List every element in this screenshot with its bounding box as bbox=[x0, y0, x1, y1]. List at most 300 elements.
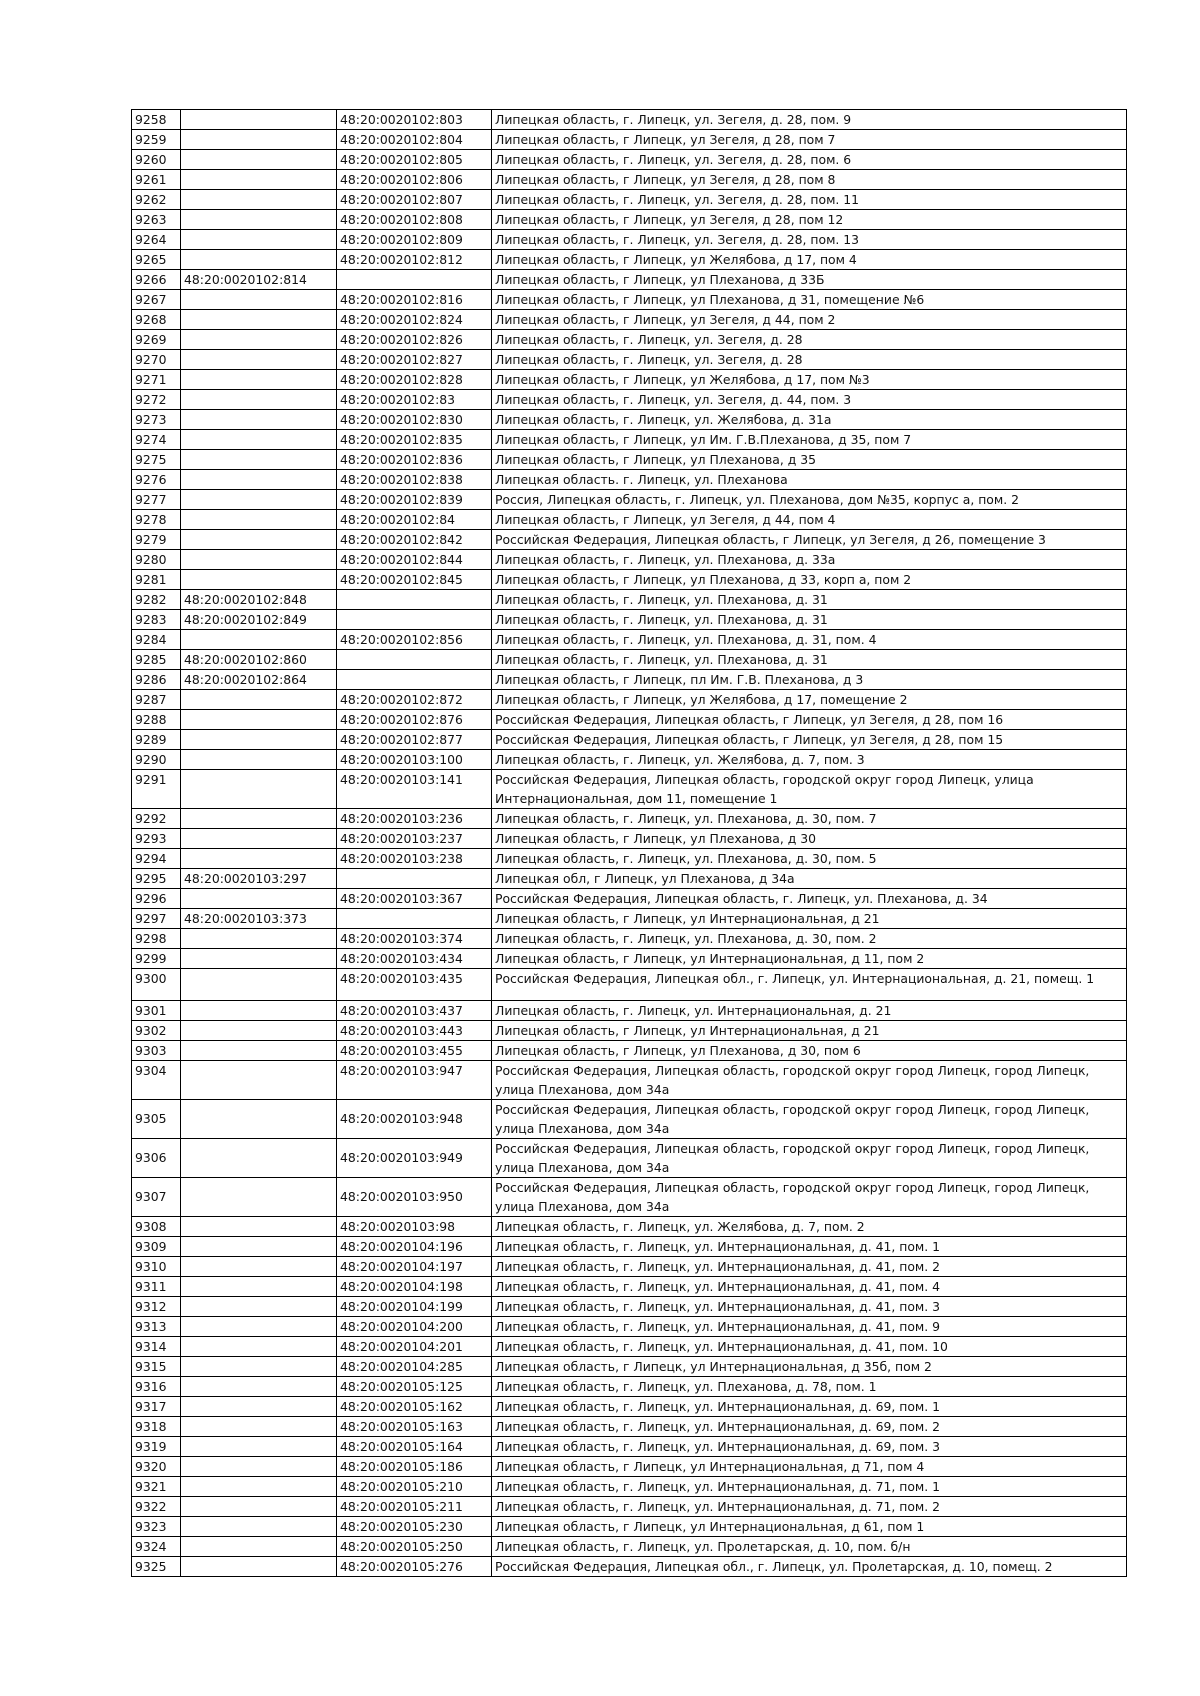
table-row bbox=[132, 829, 1127, 849]
table-row bbox=[132, 1217, 1127, 1237]
address-cell: Липецкая область, г. Липецк, ул. Желябова, д. 7, пом. 2 bbox=[492, 1217, 1127, 1237]
table-row bbox=[132, 849, 1127, 869]
row-number-cell: 9261 bbox=[132, 170, 181, 190]
cadastral-number-cell bbox=[181, 430, 337, 450]
cadastral-number-cell: 48:20:0020102:864 bbox=[181, 670, 337, 690]
row-number-cell: 9324 bbox=[132, 1537, 181, 1557]
address-cell: Липецкая область, г. Липецк, ул. Зегеля, д. 28, пом. 13 bbox=[492, 230, 1127, 250]
row-number-cell: 9262 bbox=[132, 190, 181, 210]
table-row bbox=[132, 1237, 1127, 1257]
address-cell: Липецкая область, г Липецк, ул Зегеля, д 28, пом 12 bbox=[492, 210, 1127, 230]
cadastral-number-cell bbox=[181, 350, 337, 370]
row-number-cell: 9313 bbox=[132, 1317, 181, 1337]
cadastral-number-alt-cell: 48:20:0020105:210 bbox=[337, 1477, 492, 1497]
table-row bbox=[132, 190, 1127, 210]
cadastral-number-cell bbox=[181, 1217, 337, 1237]
cadastral-number-cell bbox=[181, 1001, 337, 1021]
row-number-cell: 9277 bbox=[132, 490, 181, 510]
row-number-cell: 9299 bbox=[132, 949, 181, 969]
cadastral-number-cell bbox=[181, 1517, 337, 1537]
row-number-cell: 9320 bbox=[132, 1457, 181, 1477]
cadastral-number-cell bbox=[181, 969, 337, 1001]
table-row bbox=[132, 1417, 1127, 1437]
cadastral-number-cell bbox=[181, 1337, 337, 1357]
row-number-cell: 9321 bbox=[132, 1477, 181, 1497]
cadastral-number-alt-cell: 48:20:0020102:824 bbox=[337, 310, 492, 330]
address-cell: Липецкая область, г Липецк, ул Желябова, д 17, помещение 2 bbox=[492, 690, 1127, 710]
cadastral-number-alt-cell bbox=[337, 670, 492, 690]
address-cell: Липецкая область, г. Липецк, ул. Интернациональная, д. 71, пом. 2 bbox=[492, 1497, 1127, 1517]
cadastral-number-alt-cell: 48:20:0020102:83 bbox=[337, 390, 492, 410]
table-row bbox=[132, 370, 1127, 390]
cadastral-number-alt-cell: 48:20:0020102:835 bbox=[337, 430, 492, 450]
cadastral-number-cell bbox=[181, 490, 337, 510]
cadastral-number-alt-cell: 48:20:0020103:367 bbox=[337, 889, 492, 909]
table-row bbox=[132, 1357, 1127, 1377]
cadastral-number-alt-cell: 48:20:0020105:164 bbox=[337, 1437, 492, 1457]
row-number-cell: 9278 bbox=[132, 510, 181, 530]
table-row bbox=[132, 570, 1127, 590]
row-number-cell: 9275 bbox=[132, 450, 181, 470]
address-cell: Липецкая область, г Липецк, ул Плеханова, д 33Б bbox=[492, 270, 1127, 290]
address-cell: Липецкая область, г Липецк, ул Интернациональная, д 71, пом 4 bbox=[492, 1457, 1127, 1477]
table-row bbox=[132, 350, 1127, 370]
table-row bbox=[132, 270, 1127, 290]
cadastral-number-alt-cell: 48:20:0020102:830 bbox=[337, 410, 492, 430]
row-number-cell: 9270 bbox=[132, 350, 181, 370]
table-row bbox=[132, 1457, 1127, 1477]
row-number-cell: 9310 bbox=[132, 1257, 181, 1277]
address-cell: Российская Федерация, Липецкая область, г Липецк, ул Зегеля, д 26, помещение 3 bbox=[492, 530, 1127, 550]
cadastral-number-cell bbox=[181, 1477, 337, 1497]
cadastral-number-alt-cell: 48:20:0020102:839 bbox=[337, 490, 492, 510]
row-number-cell: 9298 bbox=[132, 929, 181, 949]
cadastral-number-alt-cell: 48:20:0020102:816 bbox=[337, 290, 492, 310]
row-number-cell: 9319 bbox=[132, 1437, 181, 1457]
address-cell: Липецкая область, г. Липецк, ул. Интернациональная, д. 71, пом. 1 bbox=[492, 1477, 1127, 1497]
cadastral-number-cell bbox=[181, 1417, 337, 1437]
table-row bbox=[132, 1061, 1127, 1100]
row-number-cell: 9308 bbox=[132, 1217, 181, 1237]
cadastral-number-cell bbox=[181, 450, 337, 470]
cadastral-number-cell bbox=[181, 170, 337, 190]
address-cell: Липецкая область, г Липецк, ул Плеханова, д 35 bbox=[492, 450, 1127, 470]
address-cell: Липецкая область, г Липецк, ул Им. Г.В.Плеханова, д 35, пом 7 bbox=[492, 430, 1127, 450]
cadastral-number-cell bbox=[181, 510, 337, 530]
address-cell: Липецкая область, г. Липецк, ул. Плеханова, д. 31 bbox=[492, 610, 1127, 630]
cadastral-number-cell bbox=[181, 1297, 337, 1317]
cadastral-number-cell bbox=[181, 1237, 337, 1257]
row-number-cell: 9295 bbox=[132, 869, 181, 889]
table-row bbox=[132, 1517, 1127, 1537]
cadastral-number-cell bbox=[181, 710, 337, 730]
table-row bbox=[132, 909, 1127, 929]
row-number-cell: 9300 bbox=[132, 969, 181, 1001]
table-row bbox=[132, 110, 1127, 130]
address-cell: Липецкая область, г. Липецк, ул. Интернациональная, д. 69, пом. 3 bbox=[492, 1437, 1127, 1457]
address-cell: Липецкая область, г Липецк, ул Интернациональная, д 21 bbox=[492, 1021, 1127, 1041]
address-cell: Липецкая область, г. Липецк, ул. Интернациональная, д. 41, пом. 3 bbox=[492, 1297, 1127, 1317]
table-row bbox=[132, 730, 1127, 750]
row-number-cell: 9272 bbox=[132, 390, 181, 410]
table-row bbox=[132, 1139, 1127, 1178]
table-row bbox=[132, 770, 1127, 809]
table-row bbox=[132, 330, 1127, 350]
cadastral-number-alt-cell: 48:20:0020104:197 bbox=[337, 1257, 492, 1277]
cadastral-number-cell: 48:20:0020102:814 bbox=[181, 270, 337, 290]
row-number-cell: 9301 bbox=[132, 1001, 181, 1021]
row-number-cell: 9322 bbox=[132, 1497, 181, 1517]
cadastral-number-alt-cell: 48:20:0020102:827 bbox=[337, 350, 492, 370]
table-row bbox=[132, 1277, 1127, 1297]
address-cell: Липецкая область, г. Липецк, ул. Пролетарская, д. 10, пом. б/н bbox=[492, 1537, 1127, 1557]
row-number-cell: 9285 bbox=[132, 650, 181, 670]
cadastral-number-cell bbox=[181, 750, 337, 770]
table-row bbox=[132, 1537, 1127, 1557]
cadastral-number-alt-cell: 48:20:0020103:949 bbox=[337, 1139, 492, 1178]
cadastral-number-alt-cell: 48:20:0020102:838 bbox=[337, 470, 492, 490]
row-number-cell: 9297 bbox=[132, 909, 181, 929]
row-number-cell: 9291 bbox=[132, 770, 181, 809]
row-number-cell: 9266 bbox=[132, 270, 181, 290]
cadastral-number-cell bbox=[181, 390, 337, 410]
cadastral-number-cell bbox=[181, 1061, 337, 1100]
cadastral-number-alt-cell: 48:20:0020105:163 bbox=[337, 1417, 492, 1437]
cadastral-number-cell bbox=[181, 770, 337, 809]
row-number-cell: 9325 bbox=[132, 1557, 181, 1577]
cadastral-number-alt-cell: 48:20:0020105:250 bbox=[337, 1537, 492, 1557]
cadastral-number-alt-cell: 48:20:0020102:826 bbox=[337, 330, 492, 350]
row-number-cell: 9318 bbox=[132, 1417, 181, 1437]
table-row bbox=[132, 1337, 1127, 1357]
row-number-cell: 9303 bbox=[132, 1041, 181, 1061]
cadastral-number-alt-cell: 48:20:0020102:805 bbox=[337, 150, 492, 170]
cadastral-number-alt-cell: 48:20:0020103:374 bbox=[337, 929, 492, 949]
cadastral-number-cell bbox=[181, 1497, 337, 1517]
cadastral-number-cell bbox=[181, 330, 337, 350]
cadastral-number-cell bbox=[181, 190, 337, 210]
table-row bbox=[132, 410, 1127, 430]
row-number-cell: 9258 bbox=[132, 110, 181, 130]
table-row bbox=[132, 869, 1127, 889]
cadastral-number-alt-cell: 48:20:0020102:808 bbox=[337, 210, 492, 230]
address-cell: Липецкая область, г. Липецк, ул. Зегеля, д. 28, пом. 11 bbox=[492, 190, 1127, 210]
table-row bbox=[132, 1557, 1127, 1577]
address-cell: Липецкая область, г. Липецк, ул. Зегеля, д. 44, пом. 3 bbox=[492, 390, 1127, 410]
address-cell: Липецкая область, г. Липецк, ул. Плеханова, д. 78, пом. 1 bbox=[492, 1377, 1127, 1397]
address-cell: Липецкая область, г Липецк, ул Зегеля, д 44, пом 2 bbox=[492, 310, 1127, 330]
cadastral-number-cell bbox=[181, 1377, 337, 1397]
cadastral-number-cell: 48:20:0020102:849 bbox=[181, 610, 337, 630]
cadastral-number-alt-cell: 48:20:0020102:856 bbox=[337, 630, 492, 650]
row-number-cell: 9294 bbox=[132, 849, 181, 869]
table-row bbox=[132, 670, 1127, 690]
address-cell: Липецкая обл, г Липецк, ул Плеханова, д 34а bbox=[492, 869, 1127, 889]
address-cell: Российская Федерация, Липецкая область, городской округ город Липецк, город Липецк, улица Плеханова, дом 34а bbox=[492, 1139, 1127, 1178]
row-number-cell: 9305 bbox=[132, 1100, 181, 1139]
address-cell: Липецкая область, г Липецк, ул Плеханова, д 33, корп а, пом 2 bbox=[492, 570, 1127, 590]
cadastral-number-alt-cell: 48:20:0020102:804 bbox=[337, 130, 492, 150]
cadastral-number-alt-cell: 48:20:0020105:186 bbox=[337, 1457, 492, 1477]
table-row bbox=[132, 1397, 1127, 1417]
table-row bbox=[132, 1257, 1127, 1277]
cadastral-number-alt-cell: 48:20:0020102:809 bbox=[337, 230, 492, 250]
address-cell: Липецкая область, г. Липецк, ул. Желябова, д. 7, пом. 3 bbox=[492, 750, 1127, 770]
cadastral-number-cell bbox=[181, 949, 337, 969]
cadastral-number-cell bbox=[181, 530, 337, 550]
row-number-cell: 9289 bbox=[132, 730, 181, 750]
cadastral-number-cell bbox=[181, 130, 337, 150]
cadastral-number-alt-cell bbox=[337, 909, 492, 929]
address-cell: Липецкая область, г. Липецк, ул. Плеханова, д. 33а bbox=[492, 550, 1127, 570]
cadastral-number-cell bbox=[181, 1457, 337, 1477]
address-cell: Липецкая область, г Липецк, ул Интернациональная, д 61, пом 1 bbox=[492, 1517, 1127, 1537]
row-number-cell: 9274 bbox=[132, 430, 181, 450]
address-cell: Российская Федерация, Липецкая область, городской округ город Липецк, город Липецк, улица Плеханова, дом 34а bbox=[492, 1178, 1127, 1217]
address-cell: Липецкая область, г. Липецк, ул. Зегеля, д. 28 bbox=[492, 350, 1127, 370]
row-number-cell: 9283 bbox=[132, 610, 181, 630]
address-cell: Липецкая область, г. Липецк, ул. Желябова, д. 31а bbox=[492, 410, 1127, 430]
cadastral-number-cell bbox=[181, 889, 337, 909]
address-cell: Липецкая область, г. Липецк, ул. Зегеля, д. 28, пом. 6 bbox=[492, 150, 1127, 170]
table-row bbox=[132, 809, 1127, 829]
row-number-cell: 9288 bbox=[132, 710, 181, 730]
cadastral-number-alt-cell: 48:20:0020102:836 bbox=[337, 450, 492, 470]
cadastral-number-alt-cell: 48:20:0020105:276 bbox=[337, 1557, 492, 1577]
row-number-cell: 9315 bbox=[132, 1357, 181, 1377]
cadastral-number-cell bbox=[181, 1317, 337, 1337]
cadastral-number-cell bbox=[181, 150, 337, 170]
table-row bbox=[132, 1497, 1127, 1517]
row-number-cell: 9287 bbox=[132, 690, 181, 710]
row-number-cell: 9314 bbox=[132, 1337, 181, 1357]
cadastral-number-cell bbox=[181, 1178, 337, 1217]
cadastral-number-cell bbox=[181, 849, 337, 869]
table-row bbox=[132, 1041, 1127, 1061]
cadastral-number-alt-cell: 48:20:0020103:443 bbox=[337, 1021, 492, 1041]
cadastral-number-alt-cell: 48:20:0020104:196 bbox=[337, 1237, 492, 1257]
table-row bbox=[132, 750, 1127, 770]
cadastral-number-alt-cell: 48:20:0020104:285 bbox=[337, 1357, 492, 1377]
address-cell: Липецкая область, г Липецк, ул Зегеля, д 28, пом 8 bbox=[492, 170, 1127, 190]
table-row bbox=[132, 550, 1127, 570]
address-cell: Липецкая область, г. Липецк, ул. Плеханова, д. 31 bbox=[492, 650, 1127, 670]
address-cell: Липецкая область, г. Липецк, ул. Плеханова, д. 31 bbox=[492, 590, 1127, 610]
row-number-cell: 9306 bbox=[132, 1139, 181, 1178]
cadastral-number-alt-cell: 48:20:0020103:455 bbox=[337, 1041, 492, 1061]
cadastral-number-cell: 48:20:0020103:373 bbox=[181, 909, 337, 929]
address-cell: Липецкая область. г. Липецк, ул. Плеханова bbox=[492, 470, 1127, 490]
cadastral-number-alt-cell: 48:20:0020103:437 bbox=[337, 1001, 492, 1021]
cadastral-number-cell bbox=[181, 210, 337, 230]
cadastral-number-cell bbox=[181, 370, 337, 390]
table-row bbox=[132, 590, 1127, 610]
address-cell: Российская Федерация, Липецкая область, г Липецк, ул Зегеля, д 28, пом 16 bbox=[492, 710, 1127, 730]
cadastral-number-alt-cell: 48:20:0020103:238 bbox=[337, 849, 492, 869]
table-row bbox=[132, 250, 1127, 270]
address-cell: Липецкая область, г. Липецк, ул. Зегеля, д. 28 bbox=[492, 330, 1127, 350]
cadastral-number-cell bbox=[181, 929, 337, 949]
cadastral-number-alt-cell: 48:20:0020103:947 bbox=[337, 1061, 492, 1100]
row-number-cell: 9280 bbox=[132, 550, 181, 570]
cadastral-number-alt-cell: 48:20:0020103:948 bbox=[337, 1100, 492, 1139]
cadastral-number-cell bbox=[181, 1437, 337, 1457]
address-cell: Российская Федерация, Липецкая область, городской округ город Липецк, улица Интернациональная, дом 11, помещение 1 bbox=[492, 770, 1127, 809]
cadastral-number-alt-cell: 48:20:0020104:199 bbox=[337, 1297, 492, 1317]
table-row bbox=[132, 310, 1127, 330]
table-row bbox=[132, 1477, 1127, 1497]
address-cell: Липецкая область, г Липецк, ул Желябова, д 17, пом №3 bbox=[492, 370, 1127, 390]
row-number-cell: 9312 bbox=[132, 1297, 181, 1317]
table-row bbox=[132, 130, 1127, 150]
address-cell: Липецкая область, г Липецк, ул Зегеля, д 28, пом 7 bbox=[492, 130, 1127, 150]
cadastral-number-cell bbox=[181, 1397, 337, 1417]
table-row bbox=[132, 949, 1127, 969]
row-number-cell: 9286 bbox=[132, 670, 181, 690]
cadastral-number-alt-cell: 48:20:0020104:200 bbox=[337, 1317, 492, 1337]
table-row bbox=[132, 1001, 1127, 1021]
cadastral-number-cell bbox=[181, 630, 337, 650]
table-row bbox=[132, 290, 1127, 310]
cadastral-number-alt-cell: 48:20:0020104:201 bbox=[337, 1337, 492, 1357]
row-number-cell: 9317 bbox=[132, 1397, 181, 1417]
table-row bbox=[132, 690, 1127, 710]
table-row bbox=[132, 470, 1127, 490]
address-cell: Липецкая область, г. Липецк, ул. Интернациональная, д. 41, пом. 4 bbox=[492, 1277, 1127, 1297]
cadastral-number-cell bbox=[181, 290, 337, 310]
address-cell: Липецкая область, г. Липецк, ул. Зегеля, д. 28, пом. 9 bbox=[492, 110, 1127, 130]
address-cell: Российская Федерация, Липецкая обл., г. Липецк, ул. Интернациональная, д. 21, помещ. 1 bbox=[492, 969, 1127, 1001]
address-cell: Липецкая область, г. Липецк, ул. Интернациональная, д. 21 bbox=[492, 1001, 1127, 1021]
row-number-cell: 9267 bbox=[132, 290, 181, 310]
cadastral-number-alt-cell: 48:20:0020102:807 bbox=[337, 190, 492, 210]
table-row bbox=[132, 450, 1127, 470]
row-number-cell: 9259 bbox=[132, 130, 181, 150]
row-number-cell: 9282 bbox=[132, 590, 181, 610]
cadastral-number-alt-cell bbox=[337, 610, 492, 630]
table-row bbox=[132, 710, 1127, 730]
cadastral-number-cell: 48:20:0020102:848 bbox=[181, 590, 337, 610]
address-cell: Липецкая область, г Липецк, пл Им. Г.В. Плеханова, д 3 bbox=[492, 670, 1127, 690]
address-cell: Российская Федерация, Липецкая область, г Липецк, ул Зегеля, д 28, пом 15 bbox=[492, 730, 1127, 750]
table-row bbox=[132, 210, 1127, 230]
table-row bbox=[132, 1317, 1127, 1337]
table-row bbox=[132, 929, 1127, 949]
cadastral-number-cell bbox=[181, 809, 337, 829]
address-cell: Липецкая область, г. Липецк, ул. Плеханова, д. 30, пом. 2 bbox=[492, 929, 1127, 949]
address-cell: Липецкая область, г Липецк, ул Плеханова, д 31, помещение №6 bbox=[492, 290, 1127, 310]
row-number-cell: 9269 bbox=[132, 330, 181, 350]
cadastral-number-cell bbox=[181, 1537, 337, 1557]
cadastral-number-alt-cell: 48:20:0020102:845 bbox=[337, 570, 492, 590]
address-cell: Российская Федерация, Липецкая область, г. Липецк, ул. Плеханова, д. 34 bbox=[492, 889, 1127, 909]
table-row bbox=[132, 490, 1127, 510]
address-cell: Российская Федерация, Липецкая обл., г. Липецк, ул. Пролетарская, д. 10, помещ. 2 bbox=[492, 1557, 1127, 1577]
cadastral-number-cell bbox=[181, 1021, 337, 1041]
table-row bbox=[132, 969, 1127, 1001]
cadastral-number-alt-cell: 48:20:0020105:125 bbox=[337, 1377, 492, 1397]
cadastral-number-alt-cell: 48:20:0020102:828 bbox=[337, 370, 492, 390]
row-number-cell: 9304 bbox=[132, 1061, 181, 1100]
cadastral-number-alt-cell: 48:20:0020102:876 bbox=[337, 710, 492, 730]
row-number-cell: 9264 bbox=[132, 230, 181, 250]
cadastral-number-alt-cell: 48:20:0020102:806 bbox=[337, 170, 492, 190]
cadastral-number-alt-cell bbox=[337, 869, 492, 889]
row-number-cell: 9279 bbox=[132, 530, 181, 550]
table-row bbox=[132, 1021, 1127, 1041]
row-number-cell: 9323 bbox=[132, 1517, 181, 1537]
cadastral-number-alt-cell: 48:20:0020103:237 bbox=[337, 829, 492, 849]
cadastral-number-cell bbox=[181, 230, 337, 250]
cadastral-number-cell bbox=[181, 570, 337, 590]
cadastral-number-cell: 48:20:0020102:860 bbox=[181, 650, 337, 670]
row-number-cell: 9307 bbox=[132, 1178, 181, 1217]
address-cell: Липецкая область, г. Липецк, ул. Интернациональная, д. 41, пом. 1 bbox=[492, 1237, 1127, 1257]
address-cell: Липецкая область, г. Липецк, ул. Интернациональная, д. 41, пом. 10 bbox=[492, 1337, 1127, 1357]
cadastral-number-alt-cell: 48:20:0020105:162 bbox=[337, 1397, 492, 1417]
cadastral-number-cell bbox=[181, 1100, 337, 1139]
address-cell: Липецкая область, г Липецк, ул Интернациональная, д 35б, пом 2 bbox=[492, 1357, 1127, 1377]
cadastral-number-alt-cell: 48:20:0020103:950 bbox=[337, 1178, 492, 1217]
row-number-cell: 9293 bbox=[132, 829, 181, 849]
address-cell: Россия, Липецкая область, г. Липецк, ул. Плеханова, дом №35, корпус а, пом. 2 bbox=[492, 490, 1127, 510]
cadastral-number-alt-cell bbox=[337, 650, 492, 670]
address-cell: Российская Федерация, Липецкая область, городской округ город Липецк, город Липецк, улица Плеханова, дом 34а bbox=[492, 1100, 1127, 1139]
row-number-cell: 9260 bbox=[132, 150, 181, 170]
cadastral-number-alt-cell: 48:20:0020103:100 bbox=[337, 750, 492, 770]
cadastral-number-alt-cell: 48:20:0020104:198 bbox=[337, 1277, 492, 1297]
address-cell: Липецкая область, г. Липецк, ул. Интернациональная, д. 69, пом. 1 bbox=[492, 1397, 1127, 1417]
row-number-cell: 9271 bbox=[132, 370, 181, 390]
address-cell: Липецкая область, г. Липецк, ул. Плеханова, д. 30, пом. 5 bbox=[492, 849, 1127, 869]
row-number-cell: 9273 bbox=[132, 410, 181, 430]
table-row bbox=[132, 1178, 1127, 1217]
cadastral-number-alt-cell: 48:20:0020102:803 bbox=[337, 110, 492, 130]
table-row bbox=[132, 1100, 1127, 1139]
table-row bbox=[132, 610, 1127, 630]
cadastral-number-cell bbox=[181, 1357, 337, 1377]
address-cell: Липецкая область, г. Липецк, ул. Интернациональная, д. 41, пом. 2 bbox=[492, 1257, 1127, 1277]
table-row bbox=[132, 230, 1127, 250]
table-row bbox=[132, 1297, 1127, 1317]
row-number-cell: 9276 bbox=[132, 470, 181, 490]
cadastral-number-alt-cell bbox=[337, 590, 492, 610]
cadastral-number-cell: 48:20:0020103:297 bbox=[181, 869, 337, 889]
row-number-cell: 9311 bbox=[132, 1277, 181, 1297]
address-cell: Липецкая область, г. Липецк, ул. Интернациональная, д. 41, пом. 9 bbox=[492, 1317, 1127, 1337]
cadastral-number-cell bbox=[181, 550, 337, 570]
property-register-table bbox=[131, 109, 1127, 1577]
address-cell: Липецкая область, г Липецк, ул Интернациональная, д 11, пом 2 bbox=[492, 949, 1127, 969]
cadastral-number-alt-cell: 48:20:0020105:230 bbox=[337, 1517, 492, 1537]
cadastral-number-cell bbox=[181, 250, 337, 270]
address-cell: Липецкая область, г Липецк, ул Интернациональная, д 21 bbox=[492, 909, 1127, 929]
table-row bbox=[132, 150, 1127, 170]
cadastral-number-cell bbox=[181, 410, 337, 430]
cadastral-number-alt-cell: 48:20:0020103:98 bbox=[337, 1217, 492, 1237]
cadastral-number-alt-cell: 48:20:0020102:84 bbox=[337, 510, 492, 530]
row-number-cell: 9284 bbox=[132, 630, 181, 650]
table-row bbox=[132, 650, 1127, 670]
address-cell: Липецкая область, г. Липецк, ул. Плеханова, д. 31, пом. 4 bbox=[492, 630, 1127, 650]
cadastral-number-alt-cell: 48:20:0020102:872 bbox=[337, 690, 492, 710]
cadastral-number-cell bbox=[181, 829, 337, 849]
table-row bbox=[132, 390, 1127, 410]
address-cell: Липецкая область, г Липецк, ул Плеханова, д 30, пом 6 bbox=[492, 1041, 1127, 1061]
table-row bbox=[132, 889, 1127, 909]
cadastral-number-cell bbox=[181, 310, 337, 330]
table-row bbox=[132, 1377, 1127, 1397]
